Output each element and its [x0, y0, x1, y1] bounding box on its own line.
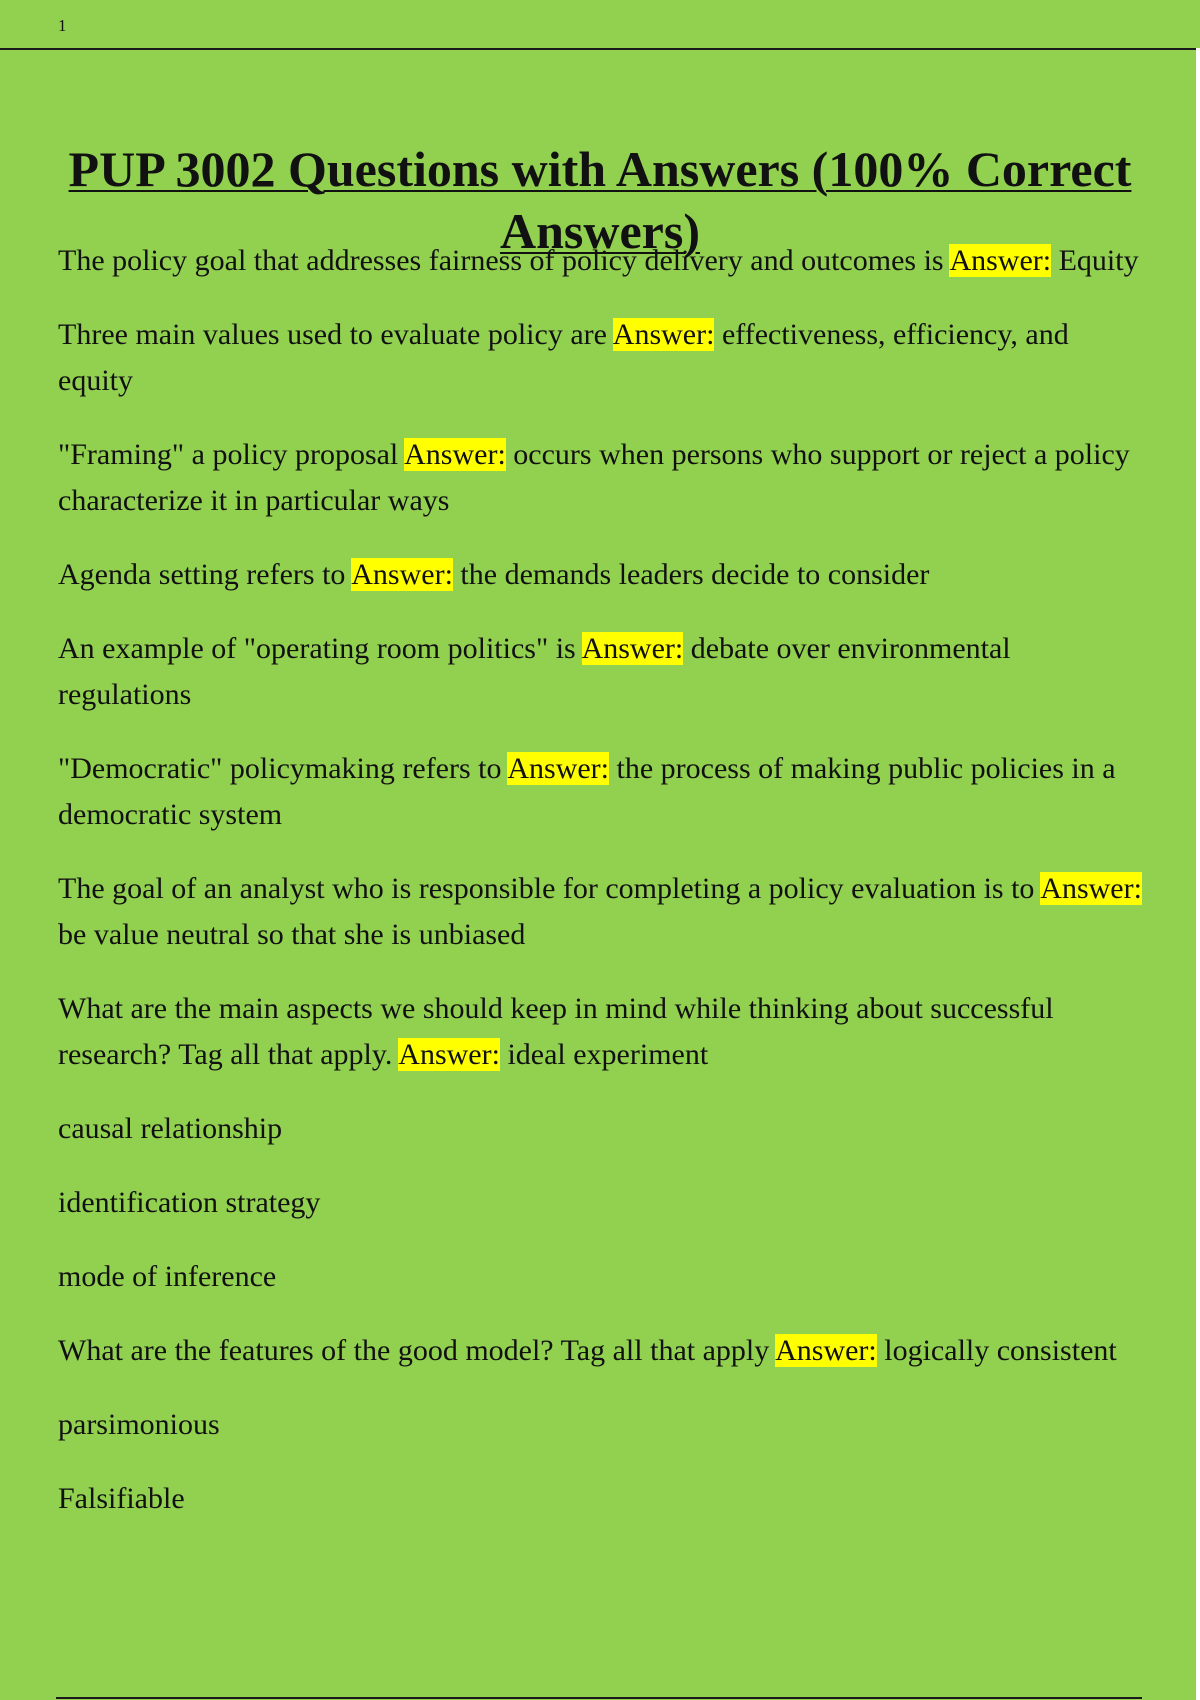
- answer-label: Answer:: [351, 558, 453, 591]
- answer-text: occurs when persons who support or reject a policy characterize it in particular ways: [58, 438, 1130, 517]
- answer-list-item: Falsifiable: [58, 1482, 185, 1515]
- answer-text: the process of making public policies in a democratic system: [58, 752, 1116, 831]
- question-text: The policy goal that addresses fairness of policy delivery and outcomes is: [58, 244, 944, 277]
- question-text: What are the main aspects we should keep in mind while thinking about successful research? Tag all that apply.: [58, 992, 1054, 1071]
- answer-label: Answer:: [775, 1334, 877, 1367]
- qa-item-4: [58, 552, 1142, 598]
- answer-label: Answer:: [949, 244, 1052, 277]
- answer-text: logically consistent: [884, 1334, 1117, 1367]
- answer-label: Answer:: [398, 1038, 500, 1071]
- question-text: "Framing" a policy proposal: [58, 438, 399, 471]
- answer-text: effectiveness, efficiency, and equity: [58, 318, 1069, 397]
- answer-text: ideal experiment: [507, 1038, 709, 1071]
- question-text: What are the features of the good model? Tag all that apply: [58, 1334, 770, 1367]
- document-body: [58, 238, 1142, 1550]
- page-number: 1: [58, 16, 67, 35]
- footer-divider: [56, 1697, 1142, 1699]
- answer-label: Answer:: [1040, 872, 1142, 905]
- qa-item-5: [58, 626, 1142, 718]
- answer-list-item: parsimonious: [58, 1408, 220, 1441]
- qa-item-2: [58, 312, 1142, 404]
- page-edge: [1196, 48, 1200, 1700]
- answer-label: Answer:: [404, 438, 506, 471]
- question-text: "Democratic" policymaking refers to: [58, 752, 502, 785]
- qa-item-7: [58, 866, 1142, 958]
- answer-text: the demands leaders decide to consider: [460, 558, 930, 591]
- qa-item-1: [58, 238, 1142, 284]
- qa-item-6: [58, 746, 1142, 838]
- question-text: An example of "operating room politics" is: [58, 632, 576, 665]
- answer-label: Answer:: [612, 318, 715, 351]
- question-text: Three main values used to evaluate policy are: [58, 318, 607, 351]
- answer-list-item: mode of inference: [58, 1260, 277, 1293]
- qa-item-3: [58, 432, 1142, 524]
- qa-item-8: [58, 986, 1142, 1078]
- answer-text: Equity: [1058, 244, 1139, 277]
- document-title: PUP 3002 Questions with Answers (100% Correct Answers): [68, 140, 1132, 259]
- header-divider: [0, 48, 1200, 50]
- question-text: Agenda setting refers to: [58, 558, 346, 591]
- answer-list-item: causal relationship: [58, 1112, 283, 1145]
- answer-text: be value neutral so that she is unbiased: [58, 918, 526, 951]
- answer-list-item: identification strategy: [58, 1186, 321, 1219]
- answer-text: debate over environmental regulations: [58, 632, 1011, 711]
- qa-item-9: [58, 1328, 1142, 1374]
- question-text: The goal of an analyst who is responsible for completing a policy evaluation is to: [58, 872, 1035, 905]
- answer-label: Answer:: [581, 632, 684, 665]
- answer-label: Answer:: [507, 752, 610, 785]
